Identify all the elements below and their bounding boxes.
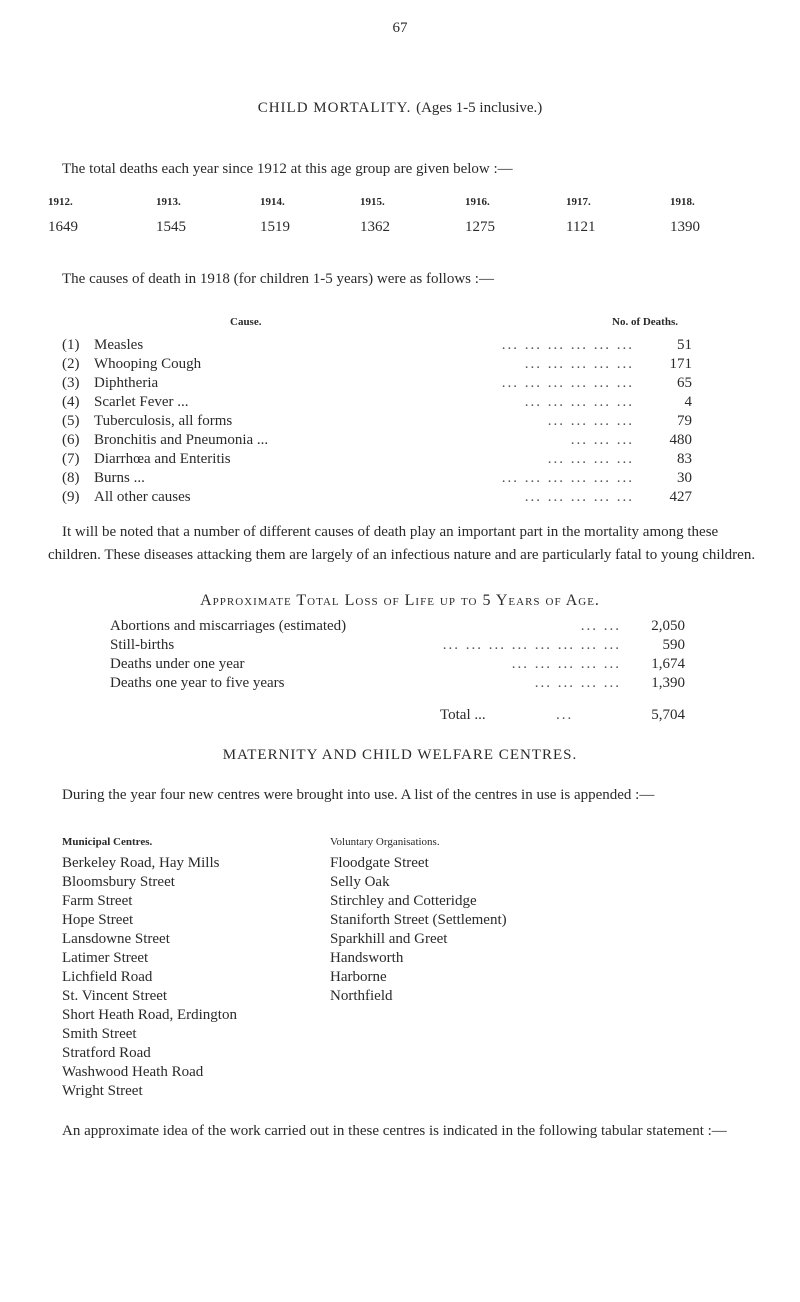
cause-row xyxy=(62,394,692,413)
deaths-column-header: No. of Deaths. xyxy=(612,316,678,328)
cause-number: (8) xyxy=(62,470,80,486)
cause-row xyxy=(62,489,692,508)
child-mortality-note: It will be noted that a number of different causes of death play an important part in the mortality among these children. These diseases attacking them are largely of an infectious nature and are particularly fatal to young children. xyxy=(48,524,756,563)
loss-dots: ... ... xyxy=(580,618,621,634)
year-1912: 1912. xyxy=(48,196,73,208)
cause-number: (9) xyxy=(62,489,80,505)
loss-value: 1,390 xyxy=(651,675,685,691)
cause-dots: ... ... ... ... ... ... xyxy=(501,470,634,486)
cause-name: Diarrhœa and Enteritis xyxy=(94,451,231,467)
loss-value: 2,050 xyxy=(651,618,685,634)
maternity-title: MATERNITY AND CHILD WELFARE CENTRES. xyxy=(222,747,578,763)
cause-number: (1) xyxy=(62,337,80,353)
loss-dots: ... ... ... ... xyxy=(534,675,621,691)
cause-number: (2) xyxy=(62,356,80,372)
voluntary-organisation-item: Handsworth xyxy=(330,950,404,966)
cause-number: (4) xyxy=(62,394,80,410)
loss-label: Still-births xyxy=(110,637,175,653)
cause-name: Burns ... xyxy=(94,470,145,486)
loss-label: Deaths one year to five years xyxy=(110,675,285,691)
cause-row xyxy=(62,470,692,489)
cause-row xyxy=(62,451,692,470)
municipal-centre-item: Farm Street xyxy=(62,893,133,909)
voluntary-organisation-item: Sparkhill and Greet xyxy=(330,931,448,947)
loss-total-value: 5,704 xyxy=(651,707,685,723)
loss-total-dots: ... xyxy=(556,707,574,723)
loss-total-label: Total ... xyxy=(440,707,486,723)
loss-dots: ... ... ... ... ... ... ... ... xyxy=(442,637,621,653)
section-title-child-mortality xyxy=(0,100,800,117)
page-number: 67 xyxy=(392,20,408,36)
year-1914: 1914. xyxy=(260,196,285,208)
cause-row xyxy=(62,356,692,375)
cause-name: Scarlet Fever ... xyxy=(94,394,189,410)
cause-number: (6) xyxy=(62,432,80,448)
year-1918: 1918. xyxy=(670,196,695,208)
municipal-centre-item: Short Heath Road, Erdington xyxy=(62,1007,237,1023)
year-1915: 1915. xyxy=(360,196,385,208)
municipal-centre-item: Lichfield Road xyxy=(62,969,153,985)
loss-row xyxy=(110,656,685,675)
municipal-centres-list xyxy=(62,855,322,1102)
total-1917: 1121 xyxy=(566,219,596,235)
total-1914: 1519 xyxy=(260,219,290,235)
cause-name: Bronchitis and Pneumonia ... xyxy=(94,432,269,448)
total-1913: 1545 xyxy=(156,219,186,235)
maternity-intro: During the year four new centres were brought into use. A list of the centres in use is appended :— xyxy=(62,787,655,803)
maternity-closing: An approximate idea of the work carried out in these centres is indicated in the following tabular statement :— xyxy=(62,1123,727,1139)
loss-row xyxy=(110,675,685,694)
child-mortality-intro: The total deaths each year since 1912 at this age group are given below :— xyxy=(62,161,513,177)
cause-dots: ... ... ... ... ... xyxy=(524,489,634,505)
cause-value: 171 xyxy=(669,356,692,372)
municipal-centre-item: Stratford Road xyxy=(62,1045,151,1061)
cause-value: 51 xyxy=(677,337,692,353)
child-mortality-title: CHILD MORTALITY. xyxy=(257,100,412,116)
voluntary-organisation-item: Floodgate Street xyxy=(330,855,429,871)
cause-dots: ... ... ... ... xyxy=(547,451,634,467)
cause-value: 4 xyxy=(684,394,692,410)
cause-number: (3) xyxy=(62,375,80,391)
cause-column-header: Cause. xyxy=(230,316,262,328)
cause-value: 83 xyxy=(677,451,692,467)
cause-dots: ... ... ... ... ... xyxy=(524,394,634,410)
cause-name: Measles xyxy=(94,337,144,353)
cause-number: (7) xyxy=(62,451,80,467)
cause-number: (5) xyxy=(62,413,80,429)
voluntary-organisations-list xyxy=(330,855,650,1007)
municipal-header: Municipal Centres. xyxy=(62,836,153,848)
cause-dots: ... ... ... ... xyxy=(547,413,634,429)
cause-name: Diphtheria xyxy=(94,375,159,391)
cause-value: 65 xyxy=(677,375,692,391)
causes-list xyxy=(62,337,692,508)
voluntary-organisation-item: Harborne xyxy=(330,969,387,985)
causes-intro: The causes of death in 1918 (for children 1-5 years) were as follows :— xyxy=(62,271,494,287)
loss-label: Deaths under one year xyxy=(110,656,245,672)
cause-dots: ... ... ... ... ... xyxy=(524,356,634,372)
total-1912: 1649 xyxy=(48,219,78,235)
voluntary-header: Voluntary Organisations. xyxy=(330,836,440,848)
cause-row xyxy=(62,432,692,451)
loss-value: 590 xyxy=(662,637,685,653)
voluntary-organisation-item: Stirchley and Cotteridge xyxy=(330,893,477,909)
municipal-centre-item: Washwood Heath Road xyxy=(62,1064,204,1080)
cause-value: 427 xyxy=(669,489,692,505)
year-1916: 1916. xyxy=(465,196,490,208)
loss-row xyxy=(110,637,685,656)
municipal-centre-item: Latimer Street xyxy=(62,950,149,966)
municipal-centre-item: Bloomsbury Street xyxy=(62,874,175,890)
cause-row xyxy=(62,337,692,356)
cause-value: 480 xyxy=(669,432,692,448)
loss-dots: ... ... ... ... ... xyxy=(511,656,621,672)
cause-dots: ... ... ... xyxy=(570,432,634,448)
cause-row xyxy=(62,375,692,394)
total-1915: 1362 xyxy=(360,219,390,235)
voluntary-organisation-item: Northfield xyxy=(330,988,393,1004)
loss-label: Abortions and miscarriages (estimated) xyxy=(110,618,347,634)
loss-of-life-title: Approximate Total Loss of Life up to 5 Years of Age. xyxy=(200,592,600,609)
year-1913: 1913. xyxy=(156,196,181,208)
total-1918: 1390 xyxy=(670,219,700,235)
cause-value: 30 xyxy=(677,470,692,486)
municipal-centre-item: Berkeley Road, Hay Mills xyxy=(62,855,220,871)
year-1917: 1917. xyxy=(566,196,591,208)
municipal-centre-item: Smith Street xyxy=(62,1026,137,1042)
loss-of-life-list xyxy=(110,618,685,694)
voluntary-organisation-item: Staniforth Street (Settlement) xyxy=(330,912,507,928)
cause-row xyxy=(62,413,692,432)
loss-row xyxy=(110,618,685,637)
cause-name: All other causes xyxy=(94,489,191,505)
cause-name: Tuberculosis, all forms xyxy=(94,413,233,429)
cause-dots: ... ... ... ... ... ... xyxy=(501,375,634,391)
cause-name: Whooping Cough xyxy=(94,356,202,372)
loss-value: 1,674 xyxy=(651,656,685,672)
cause-value: 79 xyxy=(677,413,692,429)
municipal-centre-item: Lansdowne Street xyxy=(62,931,170,947)
voluntary-organisation-item: Selly Oak xyxy=(330,874,390,890)
municipal-centre-item: Hope Street xyxy=(62,912,134,928)
cause-dots: ... ... ... ... ... ... xyxy=(501,337,634,353)
child-mortality-subtitle: (Ages 1-5 inclusive.) xyxy=(416,100,543,116)
total-1916: 1275 xyxy=(465,219,495,235)
municipal-centre-item: St. Vincent Street xyxy=(62,988,168,1004)
municipal-centre-item: Wright Street xyxy=(62,1083,143,1099)
